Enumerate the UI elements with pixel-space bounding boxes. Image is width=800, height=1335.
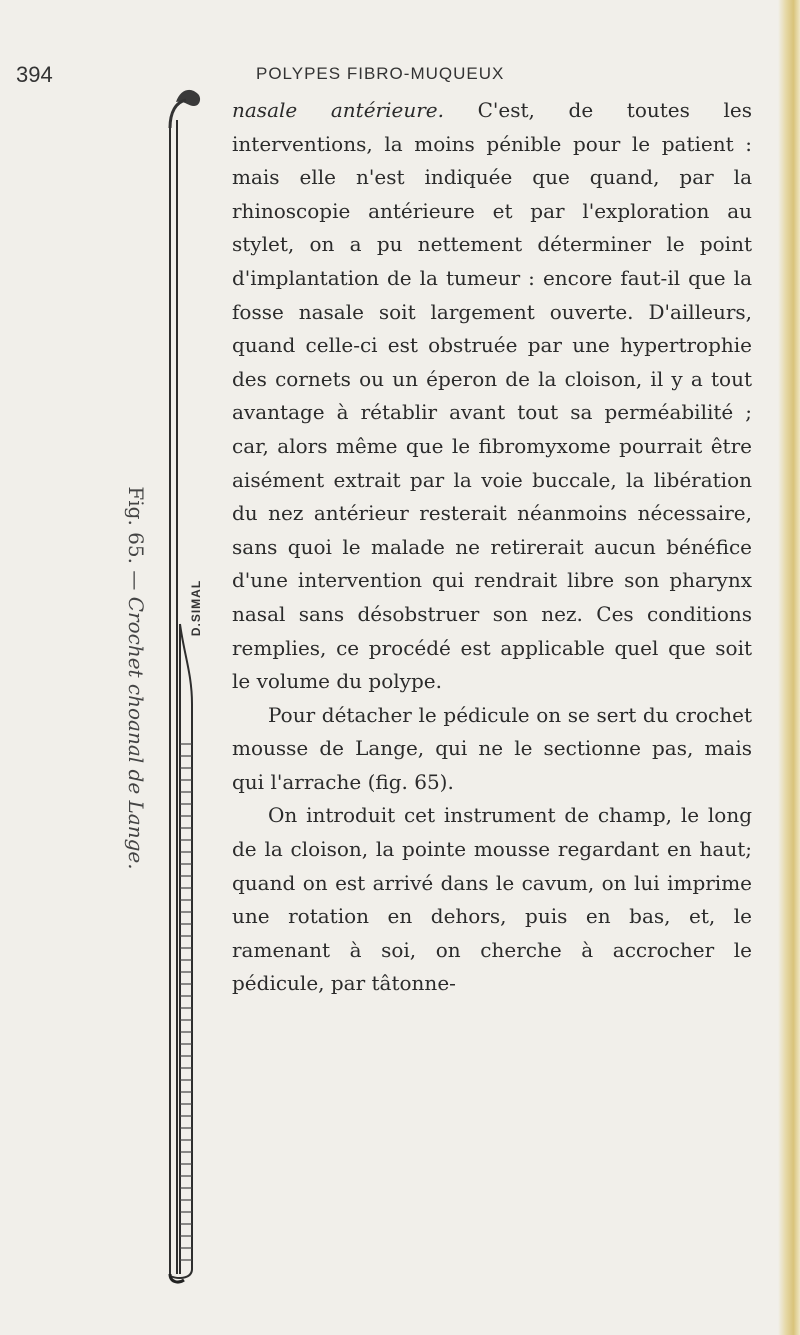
figure-caption: [124, 486, 148, 869]
paragraph-2: Pour détacher le pédicule on se sert du crochet mousse de Lange, qui ne le sectionne pas, mais qui l'arrache (fig. 65).: [232, 702, 752, 794]
lange-hook-illustration: [150, 84, 210, 1284]
page-number: 394: [16, 62, 53, 87]
figure-title: Crochet choanal de Lange.: [124, 596, 148, 870]
paragraph-1: [232, 94, 752, 699]
body-text: [232, 94, 752, 1001]
paragraph-3: On introduit cet instrument de champ, le long de la cloison, la pointe mousse regardant en haut; quand on est arrivé dans le cavum, on lui imprime une rotation en dehors, puis en bas, et, le ramenant à soi, on cherche à accrocher le pédicule, par tâtonne-: [232, 803, 752, 996]
paragraph-1-text: C'est, de toutes les interventions, la moins pénible pour le patient : mais elle n'est indiquée que quand, par la rhinoscopie antérieure et par l'exploration au stylet, on a pu nettement déterminer le point d'implantation de la tumeur : encore faut-il que la fosse nasale soit largement ouverte. D'ailleurs, quand celle-ci est obstruée par une hypertrophie des cornets ou un éperon de la cloison, il y a tout avantage à rétablir avant tout sa perméabilité ; car, alors même que le fibromyxome pourrait être aisément extrait par la voie buccale, la libération du nez antérieur resterait néanmoins nécessaire, sans quoi le malade ne retirerait aucun bénéfice d'une intervention qui rendrait libre son pharynx nasal sans désobstruer son nez. Ces conditions remplies, ce procédé est applicable quel que soit le volume du polype.: [232, 98, 752, 694]
running-title: POLYPES FIBRO-MUQUEUX: [256, 64, 505, 83]
figure-number: Fig. 65. —: [124, 486, 148, 591]
instrument-maker-mark: D.SIMAL: [189, 579, 203, 637]
page-edge-shadow: [778, 0, 800, 1335]
paragraph-1-lead: nasale antérieure.: [232, 98, 444, 122]
